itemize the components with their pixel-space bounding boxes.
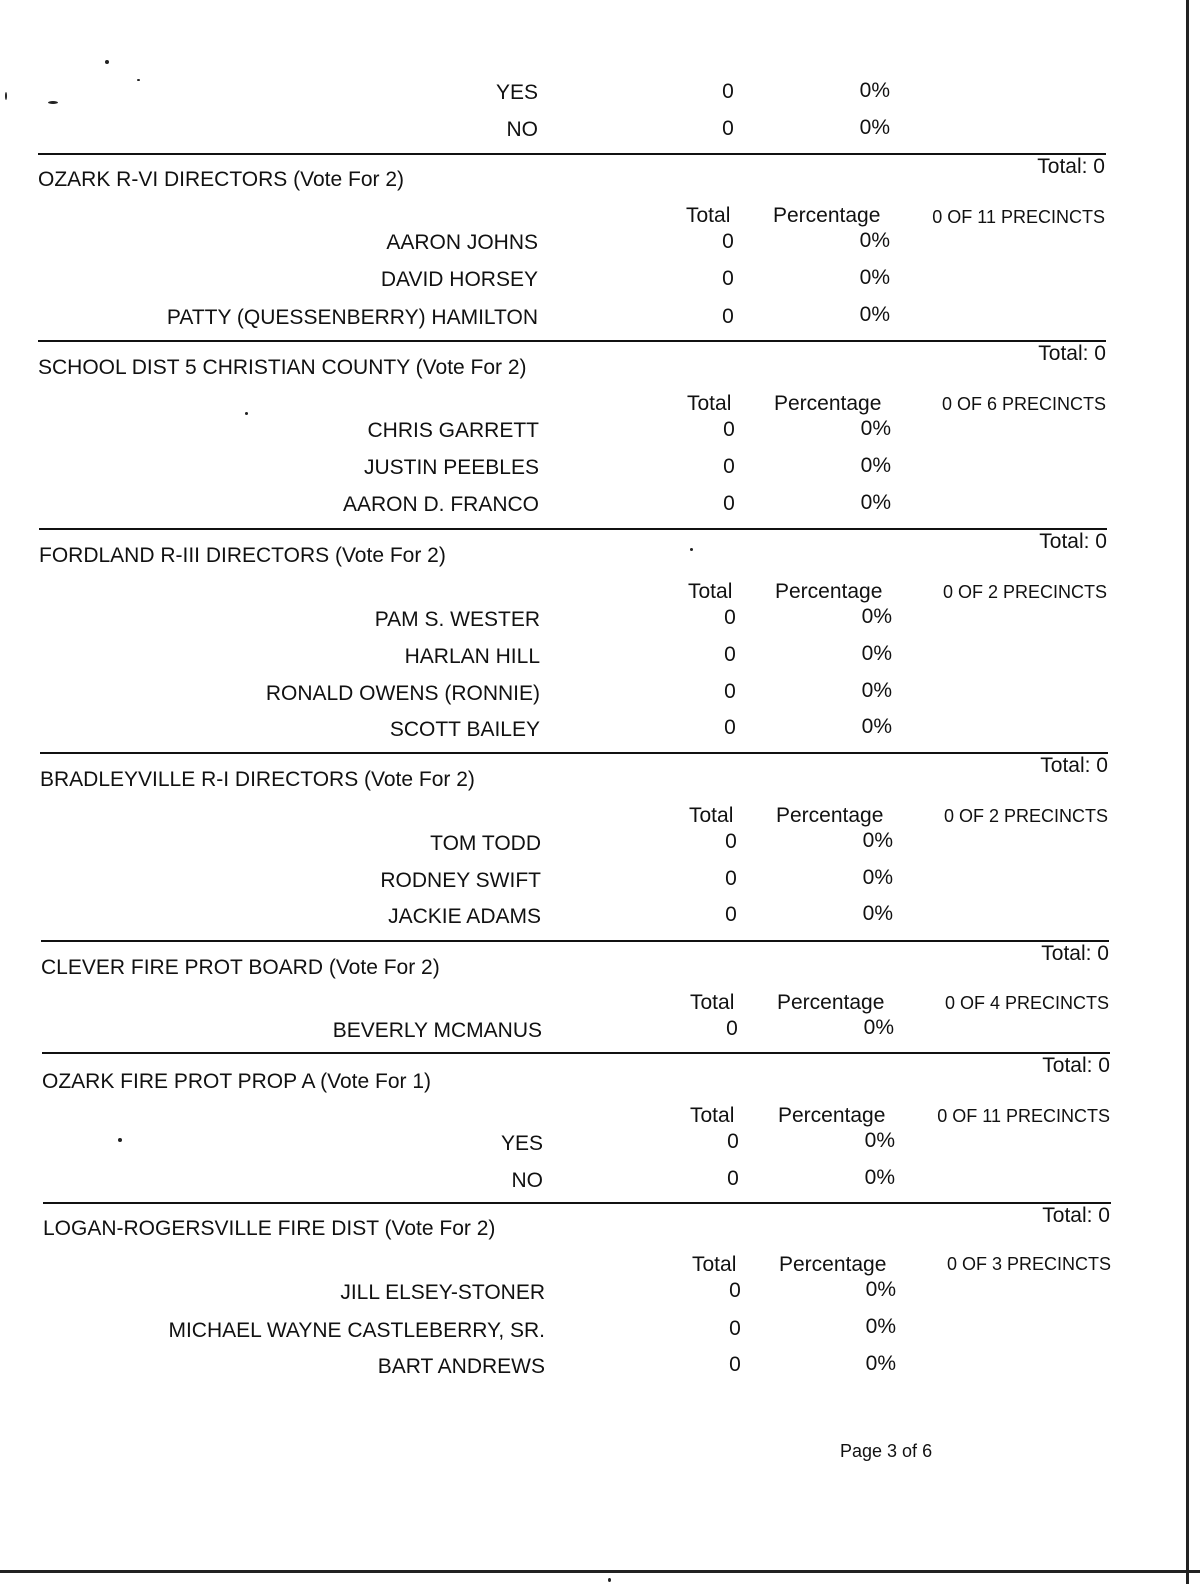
section-title: SCHOOL DIST 5 CHRISTIAN COUNTY (Vote For 2) <box>38 356 527 379</box>
candidate-percentage: 0% <box>865 1315 896 1338</box>
candidate-percentage: 0% <box>862 902 893 925</box>
candidate-name: AARON D. FRANCO <box>342 493 539 516</box>
candidate-percentage: 0% <box>864 1166 895 1189</box>
candidate-total: 0 <box>725 903 737 926</box>
scan-speck <box>690 548 693 551</box>
scan-speck <box>5 92 7 100</box>
section-title: CLEVER FIRE PROT BOARD (Vote For 2) <box>41 956 440 979</box>
candidate-name: MICHAEL WAYNE CASTLEBERRY, SR. <box>168 1319 545 1342</box>
precincts-reporting: 0 OF 2 PRECINCTS <box>942 582 1107 602</box>
section-rule <box>38 153 1106 155</box>
candidate-total: 0 <box>725 830 737 853</box>
percentage-column-header: Percentage <box>774 392 882 415</box>
section-title: OZARK R-VI DIRECTORS (Vote For 2) <box>38 168 405 191</box>
scan-speck <box>608 1578 611 1582</box>
section-rule <box>43 1202 1111 1204</box>
candidate-name: PAM S. WESTER <box>374 608 540 631</box>
candidate-total: 0 <box>724 606 736 629</box>
candidate-name: CHRIS GARRETT <box>367 419 539 442</box>
candidate-total: 0 <box>729 1353 741 1376</box>
section-total: Total: 0 <box>1041 942 1109 965</box>
candidate-name: HARLAN HILL <box>404 645 540 668</box>
candidate-percentage: 0% <box>859 266 890 289</box>
section-total: Total: 0 <box>1040 754 1108 777</box>
candidate-percentage: 0% <box>861 642 892 665</box>
candidate-percentage: 0% <box>865 1352 896 1375</box>
section-total: Total: 0 <box>1042 1204 1110 1227</box>
percentage-column-header: Percentage <box>779 1253 887 1276</box>
percentage-column-header: Percentage <box>777 991 885 1014</box>
candidate-total: 0 <box>729 1279 741 1302</box>
candidate-total: 0 <box>723 492 735 515</box>
candidate-total: 0 <box>727 1167 739 1190</box>
section-title: LOGAN-ROGERSVILLE FIRE DIST (Vote For 2) <box>43 1217 496 1240</box>
candidate-total: 0 <box>724 680 736 703</box>
candidate-percentage: 0% <box>864 1129 895 1152</box>
candidate-total: 0 <box>722 267 734 290</box>
candidate-name: YES <box>495 81 538 104</box>
candidate-total: 0 <box>724 716 736 739</box>
candidate-total: 0 <box>722 305 734 328</box>
candidate-name: RONALD OWENS (RONNIE) <box>265 682 540 705</box>
candidate-total: 0 <box>723 455 735 478</box>
candidate-name: NO <box>511 1169 543 1192</box>
section-title: BRADLEYVILLE R-I DIRECTORS (Vote For 2) <box>40 768 475 791</box>
candidate-percentage: 0% <box>863 1016 894 1039</box>
candidate-total: 0 <box>729 1317 741 1340</box>
candidate-percentage: 0% <box>861 605 892 628</box>
candidate-percentage: 0% <box>860 454 891 477</box>
percentage-column-header: Percentage <box>773 204 881 227</box>
candidate-total: 0 <box>722 80 734 103</box>
candidate-percentage: 0% <box>865 1278 896 1301</box>
candidate-percentage: 0% <box>862 866 893 889</box>
total-column-header: Total <box>686 204 731 227</box>
percentage-column-header: Percentage <box>778 1104 886 1127</box>
section-total: Total: 0 <box>1037 155 1105 178</box>
candidate-name: AARON JOHNS <box>386 231 538 254</box>
candidate-percentage: 0% <box>859 303 890 326</box>
precincts-reporting: 0 OF 6 PRECINCTS <box>941 394 1106 414</box>
precincts-reporting: 0 OF 2 PRECINCTS <box>943 806 1108 826</box>
candidate-name: PATTY (QUESSENBERRY) HAMILTON <box>166 306 538 329</box>
candidate-name: RODNEY SWIFT <box>380 869 541 892</box>
candidate-name: NO <box>506 118 538 141</box>
candidate-name: YES <box>500 1132 543 1155</box>
candidate-name: JUSTIN PEEBLES <box>363 456 539 479</box>
candidate-total: 0 <box>722 230 734 253</box>
total-column-header: Total <box>690 1104 735 1127</box>
scan-speck <box>105 60 109 64</box>
candidate-percentage: 0% <box>859 116 890 139</box>
precincts-reporting: 0 OF 11 PRECINCTS <box>937 1106 1110 1126</box>
candidate-name: BEVERLY MCMANUS <box>332 1019 542 1042</box>
total-column-header: Total <box>688 580 733 603</box>
candidate-total: 0 <box>722 117 734 140</box>
candidate-percentage: 0% <box>861 715 892 738</box>
precincts-reporting: 0 OF 3 PRECINCTS <box>946 1254 1111 1274</box>
section-rule <box>41 940 1109 942</box>
candidate-percentage: 0% <box>859 79 890 102</box>
candidate-percentage: 0% <box>860 417 891 440</box>
page-edge-bottom <box>0 1570 1200 1573</box>
scan-speck <box>245 412 248 415</box>
candidate-total: 0 <box>723 418 735 441</box>
total-column-header: Total <box>689 804 734 827</box>
section-rule <box>40 752 1108 754</box>
precincts-reporting: 0 OF 11 PRECINCTS <box>932 207 1105 227</box>
candidate-total: 0 <box>726 1017 738 1040</box>
candidate-percentage: 0% <box>860 491 891 514</box>
percentage-column-header: Percentage <box>775 580 883 603</box>
page-edge-right <box>1186 0 1189 1584</box>
candidate-total: 0 <box>727 1130 739 1153</box>
candidate-total: 0 <box>725 867 737 890</box>
total-column-header: Total <box>687 392 732 415</box>
total-column-header: Total <box>690 991 735 1014</box>
candidate-name: JACKIE ADAMS <box>388 905 541 928</box>
candidate-total: 0 <box>724 643 736 666</box>
percentage-column-header: Percentage <box>776 804 884 827</box>
section-total: Total: 0 <box>1042 1054 1110 1077</box>
candidate-name: TOM TODD <box>430 832 541 855</box>
total-column-header: Total <box>692 1253 737 1276</box>
section-rule <box>39 528 1107 530</box>
candidate-name: SCOTT BAILEY <box>389 718 540 741</box>
candidate-percentage: 0% <box>861 679 892 702</box>
candidate-name: DAVID HORSEY <box>380 268 538 291</box>
candidate-name: BART ANDREWS <box>377 1355 545 1378</box>
page-number: Page 3 of 6 <box>840 1441 933 1461</box>
section-rule <box>38 340 1106 342</box>
section-total: Total: 0 <box>1039 530 1107 553</box>
section-rule <box>42 1052 1110 1054</box>
section-total: Total: 0 <box>1038 342 1106 365</box>
precincts-reporting: 0 OF 4 PRECINCTS <box>944 993 1109 1013</box>
candidate-percentage: 0% <box>859 229 890 252</box>
section-title: OZARK FIRE PROT PROP A (Vote For 1) <box>42 1070 432 1093</box>
section-title: FORDLAND R-III DIRECTORS (Vote For 2) <box>39 544 446 567</box>
candidate-name: JILL ELSEY-STONER <box>340 1281 545 1304</box>
candidate-percentage: 0% <box>862 829 893 852</box>
